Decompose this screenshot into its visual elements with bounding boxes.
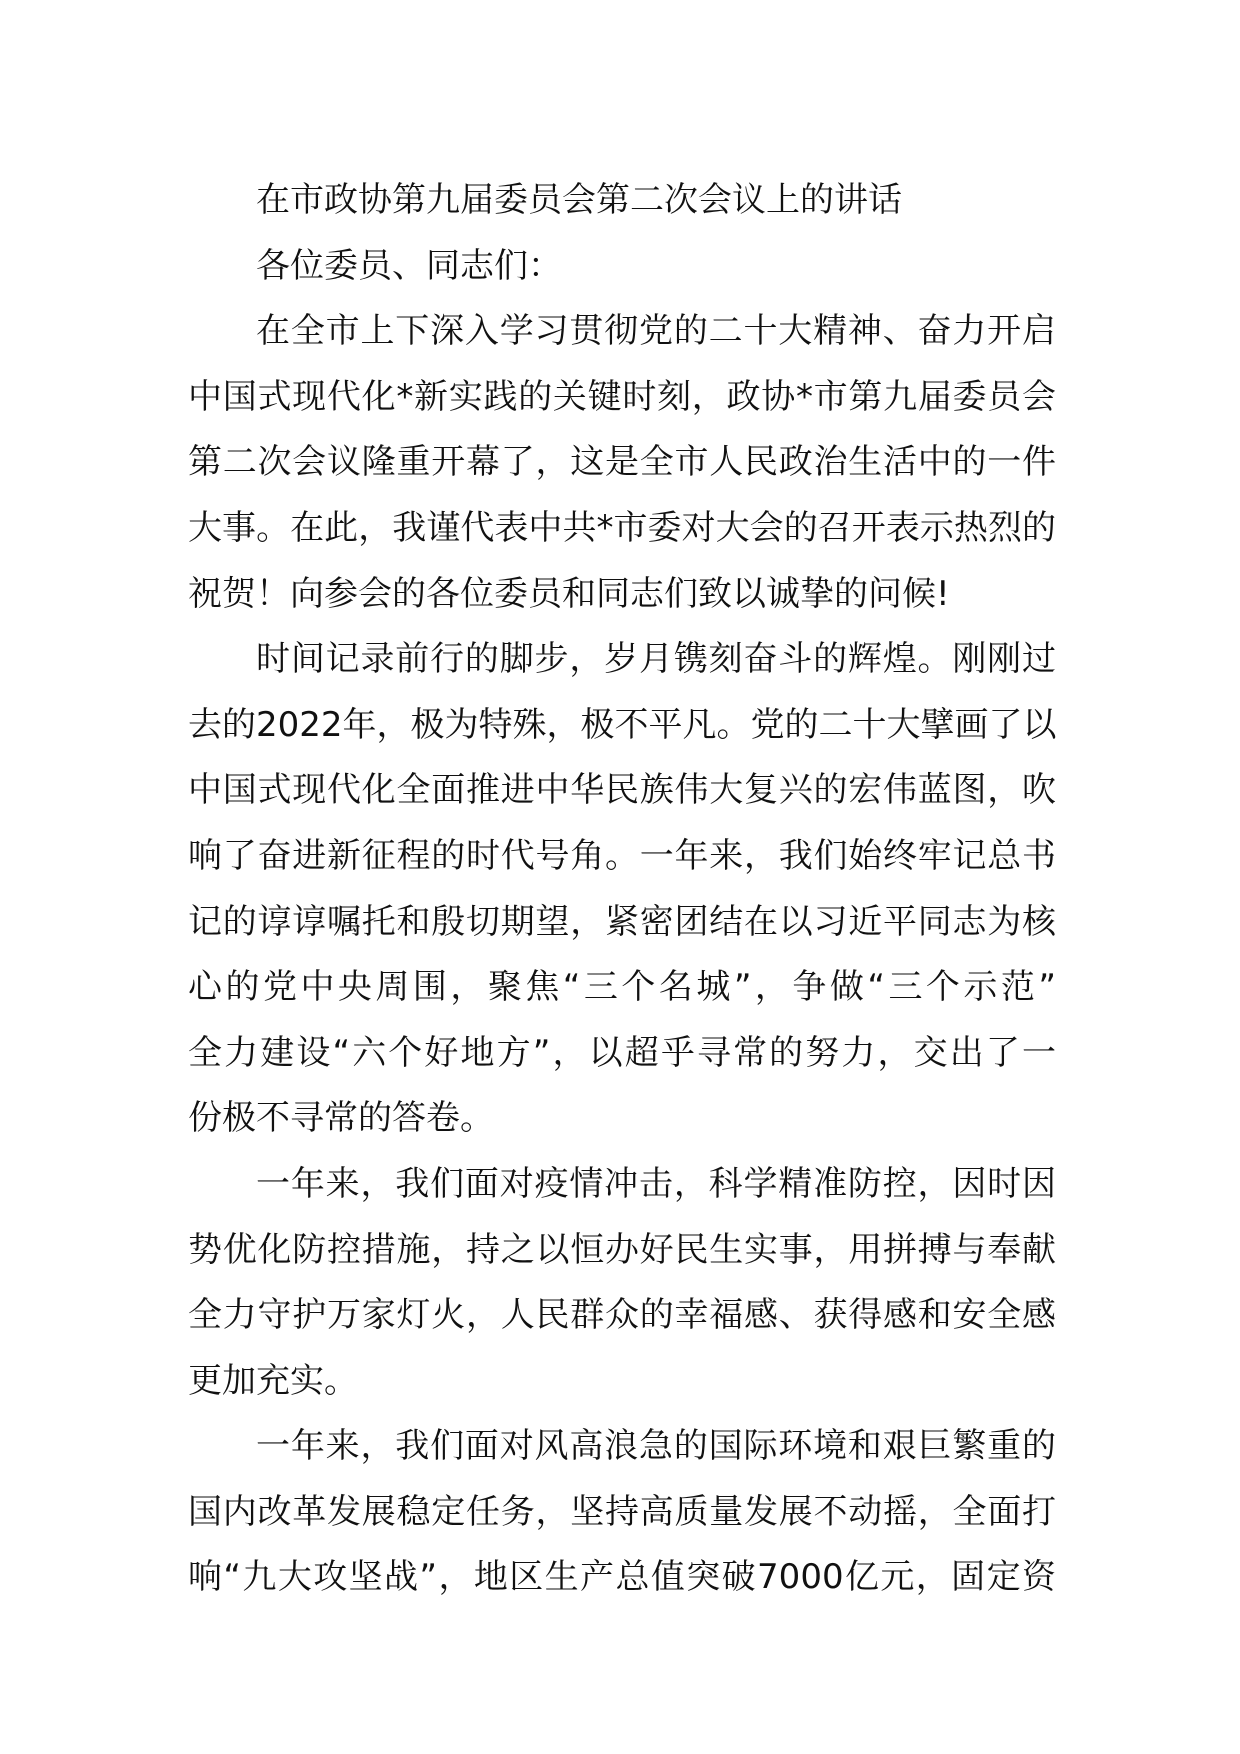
paragraph-line: 响了奋进新征程的时代号角。一年来，我们始终牢记总书 [188, 835, 1056, 876]
paragraph-line: 在全市上下深入学习贯彻党的二十大精神、奋力开启 [256, 311, 1056, 352]
paragraph-line: 响“九大攻坚战”，地区生产总值突破7000亿元，固定资 [188, 1557, 1056, 1598]
paragraph-line: 时间记录前行的脚步，岁月镌刻奋斗的辉煌。刚刚过 [256, 639, 1056, 680]
paragraph-line: 记的谆谆嘱托和殷切期望，紧密团结在以习近平同志为核 [188, 901, 1056, 942]
document-title: 在市政协第九届委员会第二次会议上的讲话 [256, 180, 902, 220]
paragraph-line: 更加充实。 [188, 1360, 358, 1401]
paragraph-line: 祝贺！向参会的各位委员和同志们致以诚挚的问候! [188, 573, 950, 614]
paragraph-line: 中国式现代化全面推进中华民族伟大复兴的宏伟蓝图，吹 [188, 770, 1056, 811]
paragraph-line: 全力守护万家灯火，人民群众的幸福感、获得感和安全感 [188, 1295, 1056, 1336]
document-body [188, 168, 1056, 1611]
paragraph-line: 全力建设“六个好地方”，以超乎寻常的努力，交出了一 [188, 1032, 1056, 1073]
paragraph [188, 1152, 1056, 1414]
paragraph [188, 1414, 1056, 1611]
paragraph-line: 大事。在此，我谨代表中共*市委对大会的召开表示热烈的 [188, 507, 1056, 548]
paragraph-line: 势优化防控措施，持之以恒办好民生实事，用拼搏与奉献 [188, 1229, 1056, 1270]
paragraph-line: 份极不寻常的答卷。 [188, 1098, 494, 1139]
paragraph-line: 心的党中央周围，聚焦“三个名城”，争做“三个示范” [188, 967, 1056, 1008]
paragraph-line: 国内改革发展稳定任务，坚持高质量发展不动摇，全面打 [188, 1491, 1056, 1532]
paragraph [188, 299, 1056, 627]
paragraph-line: 第二次会议隆重开幕了，这是全市人民政治生活中的一件 [188, 442, 1056, 483]
paragraph-line: 中国式现代化*新实践的关键时刻，政协*市第九届委员会 [188, 376, 1056, 417]
paragraph-line: 一年来，我们面对疫情冲击，科学精准防控，因时因 [256, 1163, 1056, 1204]
paragraph-line: 一年来，我们面对风高浪急的国际环境和艰巨繁重的 [256, 1426, 1056, 1467]
paragraph-line: 去的2022年，极为特殊，极不平凡。党的二十大擘画了以 [188, 704, 1057, 745]
paragraph [188, 627, 1056, 1152]
salutation: 各位委员、同志们： [256, 245, 562, 286]
